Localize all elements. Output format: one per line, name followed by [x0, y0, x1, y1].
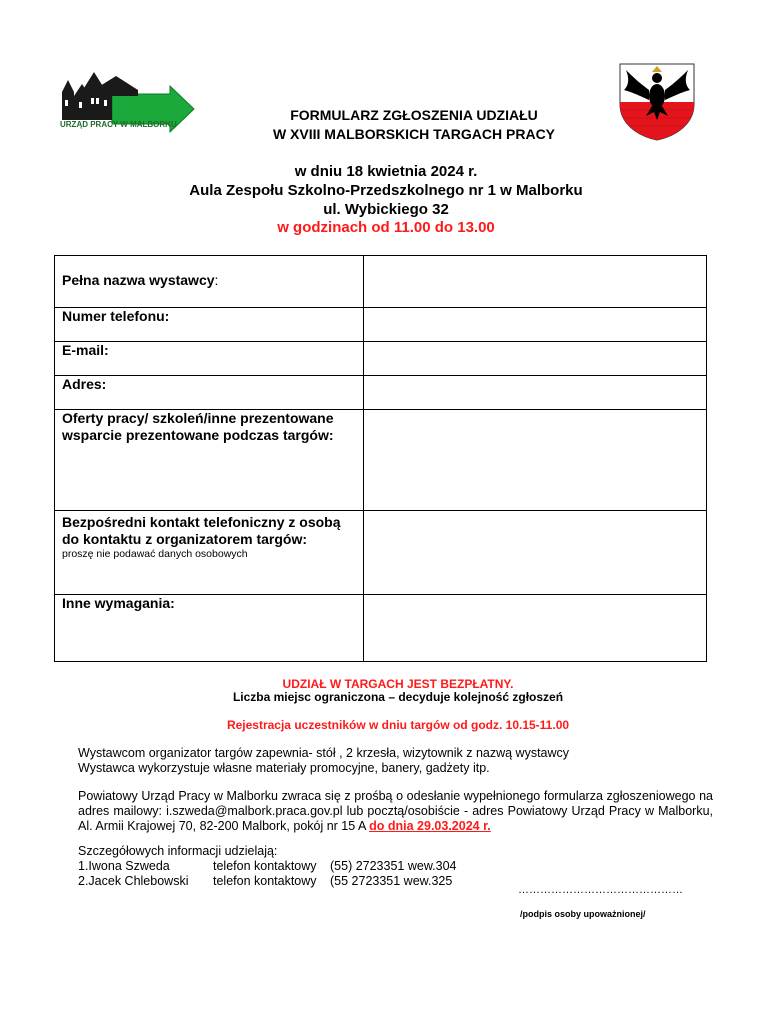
contact-phone: (55) 2723351 wew.304 [330, 859, 457, 873]
table-row-address [55, 376, 706, 410]
application-form-table [54, 255, 707, 662]
registration-notice: Rejestracja uczestników w dniu targów od godz. 10.15-11.00 [226, 718, 570, 732]
label-email: E-mail: [62, 342, 109, 358]
label-exhibitor-name: Pełna nazwa wystawcy: [62, 272, 219, 288]
table-row-other [55, 595, 706, 661]
contact-phone: (55 2723351 wew.325 [330, 874, 453, 888]
label-contact: Bezpośredni kontakt telefoniczny z osobą do kontaktu z organizatorem targów: proszę nie podawać danych osobowych [62, 514, 352, 561]
contact-info-section [78, 844, 713, 889]
table-row-phone [55, 308, 706, 342]
event-street: ul. Wybickiego 32 [323, 201, 449, 218]
other-requirements-field[interactable] [364, 595, 706, 661]
table-row-offers [55, 410, 706, 511]
organizer-provides-line: Wystawcom organizator targów zapewnia- stół , 2 krzesła, wizytownik z nazwą wystawcy [78, 746, 570, 760]
table-row-contact [55, 511, 706, 595]
contact-info-heading: Szczegółowych informacji udzielają: [78, 844, 278, 858]
table-row-exhibitor-name [55, 256, 706, 308]
contact-field[interactable] [364, 511, 706, 594]
contact-name: 1.Iwona Szweda [78, 859, 170, 873]
event-date: w dniu 18 kwietnia 2024 r. [294, 163, 478, 180]
label-address: Adres: [62, 376, 107, 392]
table-row-email [55, 342, 706, 376]
contact-phone-label: telefon kontaktowy [213, 859, 317, 873]
exhibitor-name-field[interactable] [364, 256, 706, 307]
email-field[interactable] [364, 342, 706, 375]
signature-line: ……………………………………… [518, 884, 683, 896]
logo-caption: URZĄD PRACY W MALBORKU [60, 120, 177, 129]
form-title-line2: W XVIII MALBORSKICH TARGACH PRACY [272, 126, 556, 142]
submission-deadline: do dnia 29.03.2024 r. [369, 819, 491, 833]
organizer-provides-paragraph [78, 746, 713, 776]
label-offers: Oferty pracy/ szkoleń/inne prezentowane wsparcie prezentowane podczas targów: [62, 410, 334, 443]
limited-places-notice: Liczba miejsc ograniczona – decyduje kolejność zgłoszeń [232, 690, 564, 704]
submission-paragraph: Powiatowy Urząd Pracy w Malborku zwraca się z prośbą o odesłanie wypełnionego formularza zgłoszeniowego na adres mailowy: i.szweda@malbork.praca.gov.pl lub pocztą/osobiście - adres Powiatowy Urząd Pracy w Malborku, Al. Armii Krajowej 70, 82-200 Malbork, pokój nr 15 A do dnia 29.03.2024 r. [78, 789, 713, 833]
offers-field[interactable] [364, 410, 706, 510]
contact-name: 2.Jacek Chlebowski [78, 874, 189, 888]
event-venue: Aula Zespołu Szkolno-Przedszkolnego nr 1 w Malborku [189, 182, 583, 199]
phone-field[interactable] [364, 308, 706, 341]
event-hours: w godzinach od 11.00 do 13.00 [277, 219, 495, 236]
contact-row [78, 859, 713, 874]
signature-label: /podpis osoby upoważnionej/ [520, 909, 646, 919]
free-participation-notice: UDZIAŁ W TARGACH JEST BEZPŁATNY. [282, 677, 514, 691]
label-other-requirements: Inne wymagania: [62, 595, 175, 611]
label-phone: Numer telefonu: [62, 308, 170, 324]
address-field[interactable] [364, 376, 706, 409]
label-contact-note: proszę nie podawać danych osobowych [62, 548, 248, 560]
contact-phone-label: telefon kontaktowy [213, 874, 317, 888]
form-title-line1: FORMULARZ ZGŁOSZENIA UDZIAŁU [290, 107, 538, 123]
exhibitor-materials-line: Wystawca wykorzystuje własne materiały promocyjne, banery, gadżety itp. [78, 761, 490, 775]
